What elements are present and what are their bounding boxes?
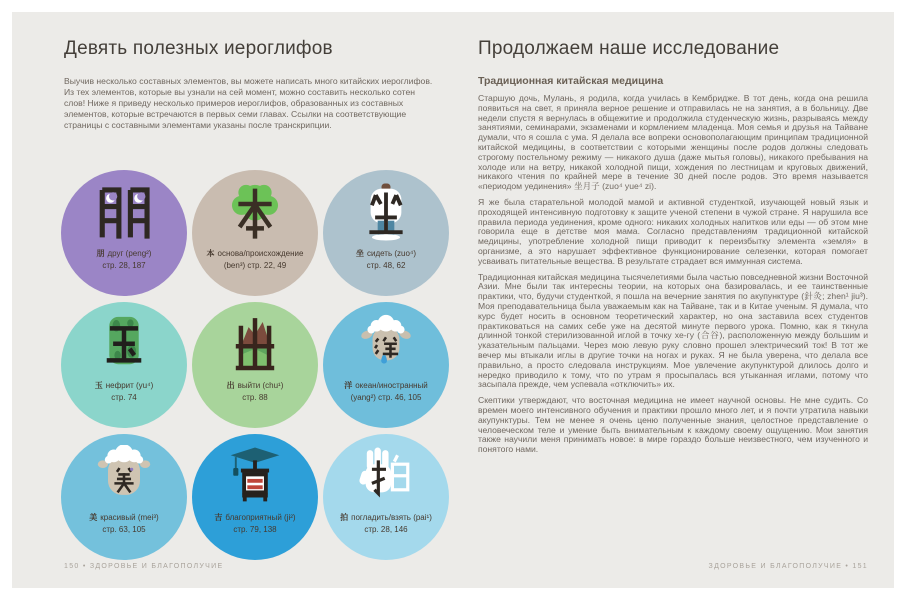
jade-stone-illustration (61, 313, 187, 377)
hanzi-glyph: 本 (206, 249, 215, 258)
peng-moons-illustration (61, 181, 187, 245)
hieroglyph-meaning: погладить/взять (pai¹) (351, 513, 432, 522)
hieroglyph-pages: стр. 88 (242, 393, 268, 402)
hieroglyph-meaning: сидеть (zuo⁴) (366, 249, 417, 258)
body-paragraph: Я же была старательной молодой мамой и активной студенткой, изучающей новый язык и проходящей интенсивную подготовку к защите ученой степени в чужой стране. Я нарушила все правила периода уединения, кроме одного: никаких холодных напитков или еды — об этом мне говорила еще в детстве моя мама. Согласно представлениям традиционной китайской медицины, употребление холодной пищи приводит к переизбытку элемента «земля» в организме, а это нарушает эффективное функционирование селезенки, которая помогает усваивать питательные вещества. В результате страдает вся иммунная система. (478, 196, 868, 266)
hieroglyph-meaning: основа/происхождение (217, 249, 304, 258)
left-page-title: Девять полезных иероглифов (64, 38, 333, 59)
hieroglyph-meaning: нефрит (yu⁴) (105, 381, 154, 390)
hieroglyph-meaning: океан/иностранный (355, 381, 428, 390)
right-page-title: Продолжаем наше исследование (478, 38, 780, 59)
body-paragraph: Традиционная китайская медицина тысячелетиями была частью повседневной жизни Восточной Азии. Мне были так интересны теории, на которых она базировалась, и ее таинственные практики, что, будучи студенткой, я пошла на вечерние занятия по акупунктуре (針灸; zhen¹ jiu³). Моя преподавательница была уважаемым как на Тайване, так и в Китае ученым. Я думала, что курс будет носить в основном теоретический характер, но она заставила всех студентов практиковаться на самих себе уже на десятой минуте первого урока. Помню, как я ткнула длинной тонкой стерилизованной иглой в точку хе-гу (合谷), расположенную между большим и указательным пальцами. Через мою левую руку словно прошел электрический ток! В тот же вечер мы втыкали иглы в другие точки на ногах и руках. Я не была уверена, что делала все правильно, а просто следовала инструкциям. Мое увлечение акупунктурой длилось долго и нередко приводило к тому, что по утрам я просыпалась вся утыканная иглами, потому что засыпала прежде, чем успевала «отключить» их. (478, 271, 868, 390)
hanzi-glyph: 朋 (96, 249, 105, 258)
hieroglyph-card-ji (192, 434, 318, 560)
hieroglyph-pages: стр. 63, 105 (102, 525, 146, 534)
graduation-cap-books-illustration (192, 445, 318, 509)
hanzi-glyph: 出 (226, 381, 235, 390)
hieroglyph-card-yu (61, 302, 187, 428)
hieroglyph-caption (323, 249, 449, 259)
hanzi-glyph: 拍 (340, 513, 349, 522)
hieroglyph-pages: стр. 79, 138 (233, 525, 277, 534)
hieroglyph-caption (61, 513, 187, 523)
sheep-ocean-illustration (323, 313, 449, 377)
hieroglyph-pages: стр. 74 (111, 393, 137, 402)
hanzi-glyph: 洋 (344, 381, 353, 390)
hieroglyph-caption (61, 249, 187, 259)
hieroglyph-caption (192, 513, 318, 523)
hieroglyph-pages: стр. 28, 146 (364, 525, 408, 534)
right-page-footer: ЗДОРОВЬЕ И БЛАГОПОЛУЧИЕ • 151 (708, 563, 868, 570)
hieroglyph-card-pai (323, 434, 449, 560)
hieroglyph-card-zuo (323, 170, 449, 296)
hieroglyph-meaning: выйти (chu¹) (237, 381, 284, 390)
hieroglyph-meaning: благоприятный (ji²) (225, 513, 296, 522)
left-page (64, 12, 446, 588)
left-page-footer: 150 • ЗДОРОВЬЕ И БЛАГОПОЛУЧИЕ (64, 563, 224, 570)
hieroglyph-card-chu (192, 302, 318, 428)
sheep-beauty-illustration (61, 445, 187, 509)
hand-pat-illustration (323, 445, 449, 509)
body-paragraph: Скептики утверждают, что восточная медицина не имеет научной основы. Не мне судить. Со времен моего интенсивного обучения и практики прошло много лет, и я почти утратила навыки акупунктуры. Тем не менее я очень ценю полученные знания, целостное представление о человеческом теле и умение быть внимательным к каждому своему ощущению. Мои занятия также научили меня принимать новое: в мире гораздо больше неизвестного, чем изученного и понятого нами. (478, 395, 868, 455)
hieroglyph-caption (61, 381, 187, 391)
section-subtitle: Традиционная китайская медицина (478, 75, 664, 87)
hieroglyph-pages: (yang²) стр. 46, 105 (350, 393, 422, 402)
hieroglyph-pages: стр. 28, 187 (102, 261, 146, 270)
hanzi-glyph: 坐 (355, 249, 364, 258)
hieroglyph-grid (61, 170, 449, 560)
hieroglyph-pages: стр. 48, 62 (366, 261, 406, 270)
hieroglyph-card-yang (323, 302, 449, 428)
hieroglyph-caption (192, 249, 318, 259)
hieroglyph-card-mei (61, 434, 187, 560)
intro-paragraph: Выучив несколько составных элементов, вы можете написать много китайских иероглифов. Из тех элементов, которые вы узнали на сей момент, можно составить несколько сотен слов! Ниже я приведу несколько примеров иероглифов, образованных из составных элементов, которые встречаются в первых семи главах. Ссылки на соответствующие страницы с составными элементами указаны после транскрипции. (64, 76, 433, 130)
hieroglyph-caption (323, 381, 449, 391)
right-page (478, 12, 868, 588)
spread-background (12, 12, 894, 588)
hanzi-glyph: 吉 (214, 513, 223, 522)
hieroglyph-pages: (ben³) стр. 22, 49 (223, 261, 287, 270)
hieroglyph-meaning: друг (peng²) (107, 249, 152, 258)
hieroglyph-card-peng (61, 170, 187, 296)
hieroglyph-meaning: красивый (mei³) (100, 513, 159, 522)
hieroglyph-card-ben (192, 170, 318, 296)
hanzi-glyph: 玉 (94, 381, 103, 390)
hanzi-glyph: 美 (89, 513, 98, 522)
sitting-person-illustration (323, 181, 449, 245)
hieroglyph-caption (192, 381, 318, 391)
body-paragraph: Старшую дочь, Мулань, я родила, когда училась в Кембридже. В тот день, когда она решила появиться на свет, я приняла верное решение и отправилась не на занятия, а в больницу. Две недели спустя я вернулась в общежитие и продолжила студенческую жизнь, разрываясь между занятиями, семинарами, экзаменами и кормлением младенца. Моя семья и друзья на Тайване думали, что я сошла с ума. Я делала все вопреки основополагающим принципам традиционной китайской медицины, в соответствии с которыми женщины после родов должны следовать строгому постельному режиму — никакого душа (даже мытья головы), никакого пребывания на холоде или на ветру, никакой холодной пищи, хождения по лестницам и круговых движений, никакого чтения по крайней мере в течение 30 дней после родов. Это время называется «периодом уединения» 坐月子 (zuo⁴ yue⁴ zi). (478, 93, 868, 192)
hieroglyph-caption (323, 513, 449, 523)
mountain-gate-illustration (192, 313, 318, 377)
tree-glyph-illustration (192, 181, 318, 245)
